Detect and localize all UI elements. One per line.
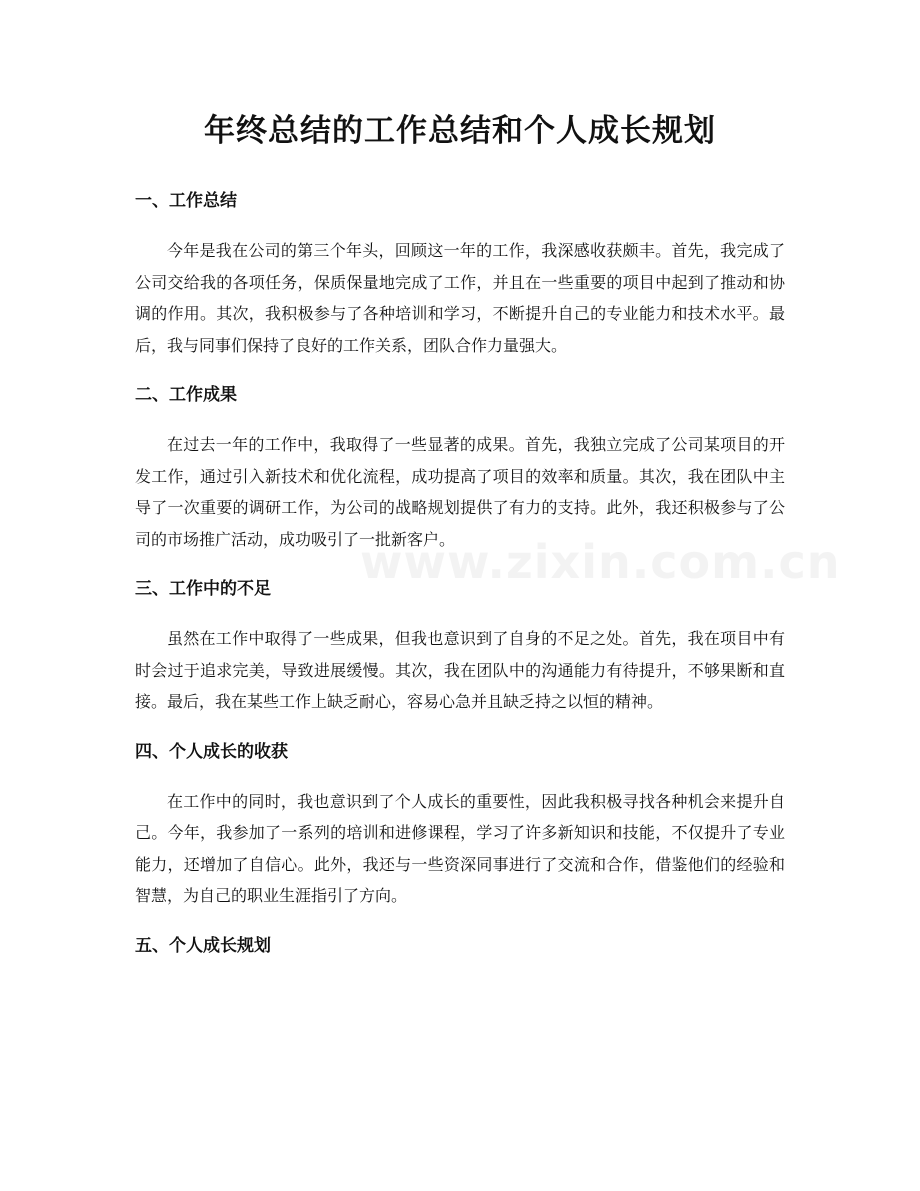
section-heading: 三、工作中的不足 xyxy=(135,579,271,599)
section-shortcomings xyxy=(135,572,785,735)
section-work-results xyxy=(135,378,785,572)
document-title: 年终总结的工作总结和个人成长规划 xyxy=(204,113,716,149)
section-heading: 五、个人成长规划 xyxy=(135,935,271,956)
watermark: www.zixin.com.cn xyxy=(360,535,841,589)
section-paragraph: 今年是我在公司的第三个年头，回顾这一年的工作，我深感收获颇丰。首先，我完成了公司交给我的各项任务，保质保量地完成了工作，并且在一些重要的项目中起到了推动和协调的作用。其次，我积极参与了各种培训和学习，不断提升自己的专业能力和技术水平。最后，我与同事们保持了良好的工作关系，团队合作力量强大。 xyxy=(135,241,785,355)
section-paragraph: 在过去一年的工作中，我取得了一些显著的成果。首先，我独立完成了公司某项目的开发工作，通过引入新技术和优化流程，成功提高了项目的效率和质量。其次，我在团队中主导了一次重要的调研工作，为公司的战略规划提供了有力的支持。此外，我还积极参与了公司的市场推广活动，成功吸引了一批新客户。 xyxy=(135,435,785,549)
section-heading: 一、工作总结 xyxy=(135,191,237,211)
document-body xyxy=(135,184,785,963)
section-work-summary xyxy=(135,184,785,378)
section-paragraph: 在工作中的同时，我也意识到了个人成长的重要性，因此我积极寻找各种机会来提升自己。今年，我参加了一系列的培训和进修课程，学习了许多新知识和技能，不仅提升了专业能力，还增加了自信心。此外，我还与一些资深同事进行了交流和合作，借鉴他们的经验和智慧，为自己的职业生涯指引了方向。 xyxy=(135,791,785,905)
section-heading: 二、工作成果 xyxy=(135,385,237,405)
section-growth-gains xyxy=(135,735,785,929)
section-paragraph: 虽然在工作中取得了一些成果，但我也意识到了自身的不足之处。首先，我在项目中有时会过于追求完美，导致进展缓慢。其次，我在团队中的沟通能力有待提升，不够果断和直接。最后，我在某些工作上缺乏耐心，容易心急并且缺乏持之以恒的精神。 xyxy=(135,629,785,711)
section-growth-plan xyxy=(135,929,785,963)
section-heading: 四、个人成长的收获 xyxy=(135,741,288,762)
